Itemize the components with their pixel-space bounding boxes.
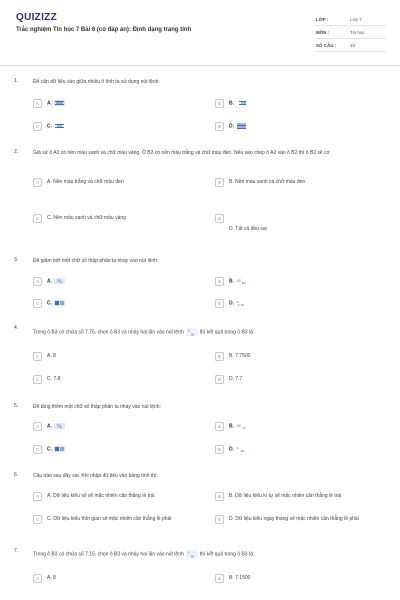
option-letter-box: A — [33, 277, 42, 286]
option-letter-box: D — [215, 122, 224, 131]
option-a[interactable] — [33, 352, 56, 361]
question-text-before: Trong ô B3 có chứa số 7.15, chọn ô B3 và nháy hai lần vào nút lệnh — [33, 551, 184, 558]
question-text-before: Trong ô B3 có chứa số 7.75, chọn ô B3 và nháy hai lần vào nút lệnh — [33, 329, 184, 336]
option-text: B. 7.7500 — [229, 353, 251, 359]
option-letter-box: D — [215, 375, 224, 384]
option-text: D. Tất cả đều sai — [229, 226, 267, 232]
option-label: D. — [229, 123, 234, 130]
option-text: C. Nền màu xanh và chữ màu vàng — [47, 215, 126, 221]
question-number: 5. — [14, 403, 19, 409]
question-number: 1. — [14, 78, 19, 84]
option-b[interactable] — [215, 492, 395, 501]
option-c[interactable] — [33, 299, 65, 308]
option-b[interactable] — [215, 99, 247, 108]
option-label: A. — [47, 100, 52, 107]
option-label: A. — [47, 423, 52, 430]
format-icon — [54, 300, 65, 306]
option-text: A. 8 — [47, 353, 56, 359]
meta-value: Tin học — [350, 29, 365, 35]
option-text: D. 7.7 — [229, 376, 243, 382]
question-text — [33, 328, 386, 336]
option-b[interactable] — [215, 352, 250, 361]
option-text: C. Dữ liệu kiểu thời gian sẽ mặc nhiên căn thẳng lề phải — [47, 516, 172, 522]
option-letter-box: A — [33, 422, 42, 431]
svg-text:.00: .00 — [240, 303, 245, 306]
option-letter-box: A — [33, 99, 42, 108]
option-label: C. — [47, 123, 52, 130]
option-letter-box: B — [215, 574, 224, 583]
option-text: A. Dữ liệu kiểu số sẽ mặc nhiên căn thẳng lề trái — [47, 493, 155, 499]
svg-text:.0: .0 — [236, 446, 239, 450]
option-a[interactable] — [33, 492, 208, 501]
question-text — [33, 550, 386, 558]
meta-key: MÔN : — [316, 29, 330, 35]
option-b[interactable] — [215, 178, 305, 187]
svg-text:.00: .00 — [240, 449, 245, 452]
option-text: B. Dữ liệu kiểu kí tự sẽ mặc nhiên căn thẳng lề trái — [229, 493, 342, 499]
option-a[interactable] — [33, 422, 65, 431]
option-letter-box: B — [215, 422, 224, 431]
option-letter-box: B — [215, 99, 224, 108]
option-text: C. 7.8 — [47, 376, 61, 382]
svg-text:.00: .00 — [189, 332, 194, 336]
option-a[interactable] — [33, 277, 65, 286]
option-b[interactable] — [215, 422, 247, 431]
option-a[interactable] — [33, 99, 65, 108]
option-c[interactable] — [33, 214, 126, 223]
question-text-after: thì kết quả trong ô B3 là: — [199, 551, 255, 558]
meta-key: SỐ CÂU : — [316, 42, 337, 48]
option-text: B. Nền màu xanh và chữ màu đen — [229, 179, 306, 185]
worksheet-title: Trắc nghiệm Tin học 7 Bài 6 (có đáp án): Định dạng trang tính — [16, 27, 192, 33]
option-b[interactable] — [215, 574, 250, 583]
align-right-icon — [236, 100, 247, 106]
question-number: 4. — [14, 325, 19, 331]
option-label: C. — [47, 446, 52, 453]
option-letter-box: D — [215, 445, 224, 454]
option-text: A. Nền màu trắng và chữ màu đen — [47, 179, 124, 185]
meta-row-class — [316, 13, 386, 26]
option-label: C. — [47, 300, 52, 307]
meta-panel — [316, 13, 386, 52]
meta-value: Lớp 7 — [350, 16, 362, 22]
option-text: D. Dữ liệu kiểu ngày tháng sẽ mặc nhiên căn thẳng lề phải — [229, 516, 359, 522]
question-number: 7. — [14, 548, 19, 554]
option-letter-box: B — [215, 178, 224, 187]
svg-text:%: % — [57, 279, 62, 284]
option-letter-box: B — [215, 352, 224, 361]
justify-icon — [236, 123, 247, 129]
option-letter-box: B — [215, 277, 224, 286]
option-d[interactable] — [215, 122, 247, 131]
option-letter-box: A — [33, 574, 42, 583]
meta-row-count — [316, 39, 386, 52]
question-text: Để tăng thêm một chữ số thập phân ta nháy vào nút lệnh: — [33, 404, 161, 410]
option-b[interactable] — [215, 277, 247, 286]
option-label: B. — [229, 423, 234, 430]
option-letter-box: A — [33, 178, 42, 187]
option-c[interactable] — [33, 375, 60, 384]
svg-text:.00: .00 — [189, 554, 194, 558]
option-label: D. — [229, 300, 234, 307]
increase-decimal-icon — [236, 446, 247, 452]
option-letter-box: D — [215, 299, 224, 308]
option-label: B. — [229, 100, 234, 107]
option-d[interactable] — [215, 375, 242, 384]
svg-text:%: % — [57, 424, 62, 429]
option-label: A. — [47, 278, 52, 285]
option-letter-box: D — [215, 214, 224, 223]
option-a[interactable] — [33, 574, 56, 583]
option-text: B. 7.1500 — [229, 575, 251, 581]
option-d[interactable] — [215, 299, 247, 308]
decrease-decimal-icon — [236, 278, 247, 284]
svg-text:.0: .0 — [186, 328, 190, 333]
option-c[interactable] — [33, 122, 65, 131]
option-d[interactable] — [215, 445, 247, 454]
svg-text:.00: .00 — [236, 279, 241, 283]
option-d[interactable] — [215, 214, 267, 233]
worksheet-header — [0, 0, 400, 66]
merge-center-icon — [54, 100, 65, 106]
option-d[interactable] — [215, 515, 395, 524]
meta-value: 10 — [350, 42, 356, 48]
percent-icon — [54, 278, 65, 284]
quizizz-logo: QUIZIZZ — [16, 12, 57, 23]
svg-text:.0: .0 — [186, 550, 190, 555]
align-center-icon — [54, 123, 65, 129]
question-text: Câu nào sau đây sai. Khi nhập dữ liệu vào bảng tính thì: — [33, 473, 158, 479]
option-letter-box: A — [33, 492, 42, 501]
option-letter-box: C — [33, 122, 42, 131]
increase-decimal-icon — [186, 328, 198, 336]
option-letter-box: C — [33, 515, 42, 524]
option-c[interactable] — [33, 445, 65, 454]
increase-decimal-icon — [236, 300, 247, 306]
question-number: 3. — [14, 257, 19, 263]
svg-text:.0: .0 — [236, 300, 239, 304]
increase-decimal-icon — [186, 550, 198, 558]
option-label: B. — [229, 278, 234, 285]
option-letter-box: B — [215, 492, 224, 501]
option-letter-box: C — [33, 375, 42, 384]
option-text: A. 8 — [47, 575, 56, 581]
format-icon — [54, 446, 65, 452]
option-letter-box: C — [33, 299, 42, 308]
option-letter-box: C — [33, 445, 42, 454]
question-text: Giả sử ô A2 có nền màu xanh và chữ màu vàng. Ô B2 có nền màu trắng và chữ màu đen. Nếu sao chép ô A2 vào ô B2 thì ô B2 sẽ có: — [33, 150, 331, 156]
meta-key: LỚP : — [316, 16, 329, 22]
question-number: 6. — [14, 472, 19, 478]
option-label: D. — [229, 446, 234, 453]
option-c[interactable] — [33, 515, 208, 524]
option-letter-box: D — [215, 515, 224, 524]
decrease-decimal-icon — [236, 423, 247, 429]
option-letter-box: A — [33, 352, 42, 361]
question-text: Để căn dữ liệu vào giữa nhiều ô tính ta sử dụng nút lệnh: — [33, 79, 160, 85]
question-text: Để giảm bớt một chữ số thập phân ta nháy vào nút lệnh: — [33, 258, 159, 264]
meta-row-subject — [316, 26, 386, 39]
question-number: 2. — [14, 149, 19, 155]
question-text-after: thì kết quả trong ô B3 là: — [199, 329, 255, 336]
percent-icon — [54, 423, 65, 429]
option-letter-box: C — [33, 214, 42, 223]
svg-text:.00: .00 — [236, 424, 241, 428]
option-a[interactable] — [33, 178, 124, 187]
